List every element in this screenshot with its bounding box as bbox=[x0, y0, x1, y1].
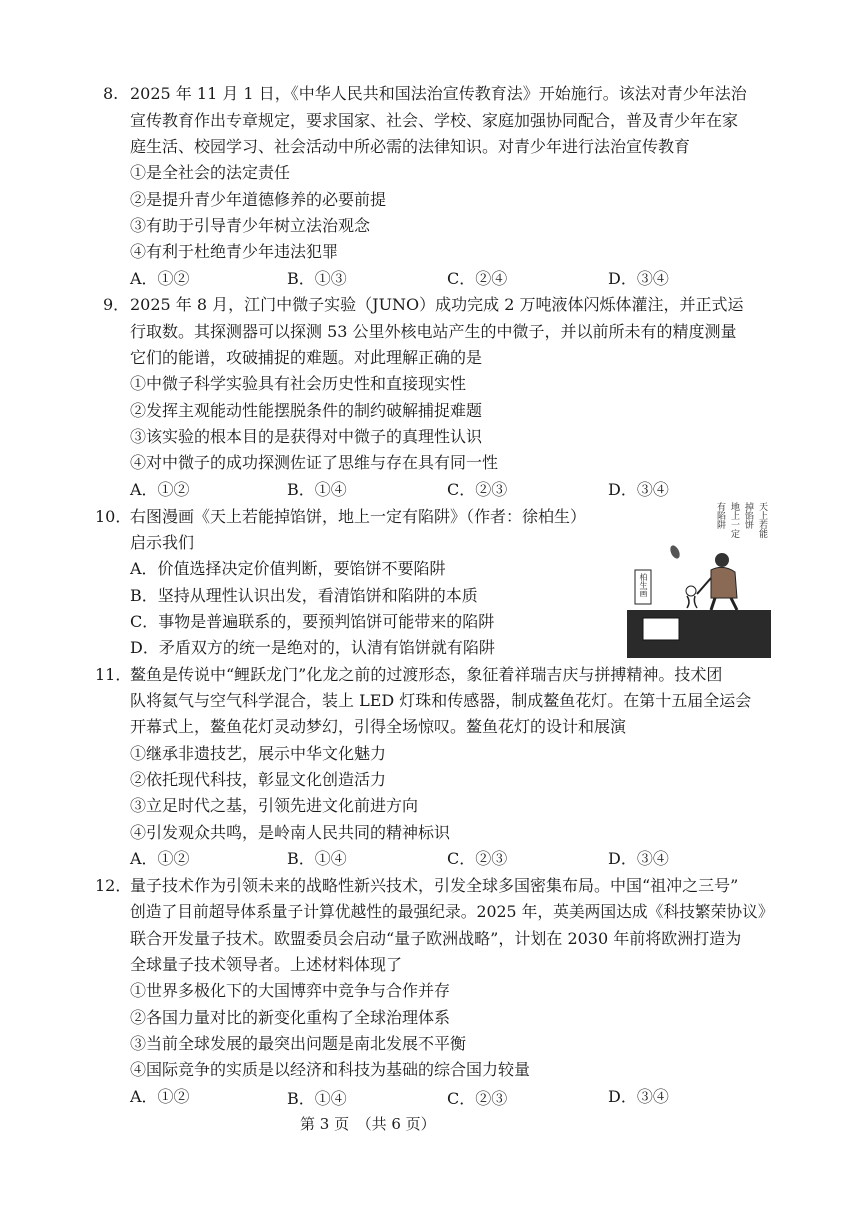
q9-option-c: C．②③ bbox=[447, 480, 508, 499]
cartoon-illustration bbox=[627, 498, 771, 658]
q9-option-a: A．①② bbox=[130, 480, 190, 499]
q8-option-b: B．①③ bbox=[287, 269, 347, 288]
q12-option-d: D．③④ bbox=[608, 1087, 669, 1106]
page-footer: 第 3 页 （共 6 页） bbox=[300, 1115, 436, 1133]
q11-item-4: ④引发观众共鸣，是岭南人民共同的精神标识 bbox=[130, 823, 451, 842]
cartoon-caption-col-2: 掉馅饼 bbox=[743, 502, 753, 529]
q10-stem-line-1: 右图漫画《天上若能掉馅饼，地上一定有陷阱》（作者：徐柏生） bbox=[130, 507, 587, 526]
q9-number: 9． bbox=[103, 295, 130, 314]
q12-item-4: ④国际竞争的实质是以经济和科技为基础的综合国力较量 bbox=[130, 1060, 531, 1079]
q8-option-a: A．①② bbox=[130, 269, 190, 288]
q12-item-3: ③当前全球发展的最突出问题是南北发展不平衡 bbox=[130, 1034, 467, 1053]
q8-item-4: ④有利于杜绝青少年违法犯罪 bbox=[130, 242, 339, 261]
q8-stem-line-3: 庭生活、校园学习、社会活动中所必需的法律知识。对青少年进行法治宣传教育 bbox=[130, 137, 691, 156]
q10-option-b: B．坚持从理性认识出发，看清馅饼和陷阱的本质 bbox=[130, 586, 478, 605]
q9-option-d: D．③④ bbox=[608, 480, 669, 499]
q12-stem-line-3: 联合开发量子技术。欧盟委员会启动“量子欧洲战略”，计划在 2030 年前将欧洲打造为 bbox=[130, 929, 742, 948]
q9-stem-line-2: 行取数。其探测器可以探测 53 公里外核电站产生的中微子，并以前所未有的精度测量 bbox=[130, 322, 737, 341]
q11-number: 11． bbox=[95, 665, 132, 684]
q11-option-b: B．①④ bbox=[287, 849, 347, 868]
q12-number: 12． bbox=[95, 876, 132, 895]
q9-item-3: ③该实验的根本目的是获得对中微子的真理性认识 bbox=[130, 427, 483, 446]
q8-item-1: ①是全社会的法定责任 bbox=[130, 163, 291, 182]
q10-option-a: A．价值选择决定价值判断，要馅饼不要陷阱 bbox=[130, 559, 446, 578]
q8-stem-line-2: 宣传教育作出专章规定，要求国家、社会、学校、家庭加强协同配合，普及青少年在家 bbox=[130, 111, 739, 130]
q8-number: 8. bbox=[103, 84, 119, 103]
q12-stem-line-4: 全球量子技术领导者。上述材料体现了 bbox=[130, 955, 403, 974]
q12-option-a: A．①② bbox=[130, 1087, 190, 1106]
q11-option-a: A．①② bbox=[130, 849, 190, 868]
q11-item-1: ①继承非遗技艺，展示中华文化魅力 bbox=[130, 744, 387, 763]
q12-option-c: C．②③ bbox=[447, 1089, 508, 1108]
q9-item-1: ①中微子科学实验具有社会历史性和直接现实性 bbox=[130, 374, 467, 393]
q8-option-c: C．②④ bbox=[447, 269, 508, 288]
q11-item-3: ③立足时代之基，引领先进文化前进方向 bbox=[130, 796, 419, 815]
q9-item-4: ④对中微子的成功探测佐证了思维与存在具有同一性 bbox=[130, 453, 499, 472]
q9-stem-line-1: 2025 年 8 月，江门中微子实验（JUNO）成功完成 2 万吨液体闪烁体灌注，并正式运 bbox=[130, 295, 744, 314]
cartoon-signature: 柏生画 bbox=[639, 573, 648, 597]
q12-stem-line-1: 量子技术作为引领未来的战略性新兴技术，引发全球多国密集布局。中国“祖冲之三号” bbox=[130, 876, 739, 895]
q8-item-3: ③有助于引导青少年树立法治观念 bbox=[130, 216, 371, 235]
cartoon-caption-col-4: 有陷阱 bbox=[715, 502, 725, 529]
q9-option-b: B．①④ bbox=[287, 480, 347, 499]
q11-option-c: C．②③ bbox=[447, 849, 508, 868]
q9-item-2: ②发挥主观能动性能摆脱条件的制约破解捕捉难题 bbox=[130, 401, 483, 420]
q12-option-b: B．①④ bbox=[287, 1089, 347, 1108]
q11-option-d: D．③④ bbox=[608, 849, 669, 868]
q12-item-1: ①世界多极化下的大国博弈中竞争与合作并存 bbox=[130, 981, 451, 1000]
q12-stem-line-2: 创造了目前超导体系量子计算优越性的最强纪录。2025 年，英美两国达成《科技繁荣协议》 bbox=[130, 902, 774, 921]
q10-option-d: D．矛盾双方的统一是绝对的，认清有馅饼就有陷阱 bbox=[130, 638, 495, 657]
q11-item-2: ②依托现代科技，彰显文化创造活力 bbox=[130, 770, 387, 789]
q11-stem-line-2: 队将氦气与空气科学混合，装上 LED 灯珠和传感器，制成鳌鱼花灯。在第十五届全运会 bbox=[130, 691, 752, 710]
q10-stem-line-2: 启示我们 bbox=[130, 533, 195, 552]
q8-stem-line-1: 2025 年 11 月 1 日，《中华人民共和国法治宣传教育法》开始施行。该法对青少年法治 bbox=[130, 84, 747, 103]
cartoon-caption-col-1: 天上若能 bbox=[757, 502, 767, 538]
q8-option-d: D．③④ bbox=[608, 269, 669, 288]
q11-stem-line-1: 鳌鱼是传说中“鲤跃龙门”化龙之前的过渡形态，象征着祥瑞吉庆与拼搏精神。技术团 bbox=[130, 665, 723, 684]
q9-stem-line-3: 它们的能谱，攻破捕捉的难题。对此理解正确的是 bbox=[130, 348, 483, 367]
cartoon-caption-col-3: 地上一定 bbox=[729, 502, 739, 538]
q11-stem-line-3: 开幕式上，鳌鱼花灯灵动梦幻，引得全场惊叹。鳌鱼花灯的设计和展演 bbox=[130, 717, 627, 736]
q10-number: 10． bbox=[95, 507, 132, 526]
q10-option-c: C．事物是普遍联系的，要预判馅饼可能带来的陷阱 bbox=[130, 612, 495, 631]
q8-item-2: ②是提升青少年道德修养的必要前提 bbox=[130, 190, 387, 209]
q12-item-2: ②各国力量对比的新变化重构了全球治理体系 bbox=[130, 1008, 451, 1027]
